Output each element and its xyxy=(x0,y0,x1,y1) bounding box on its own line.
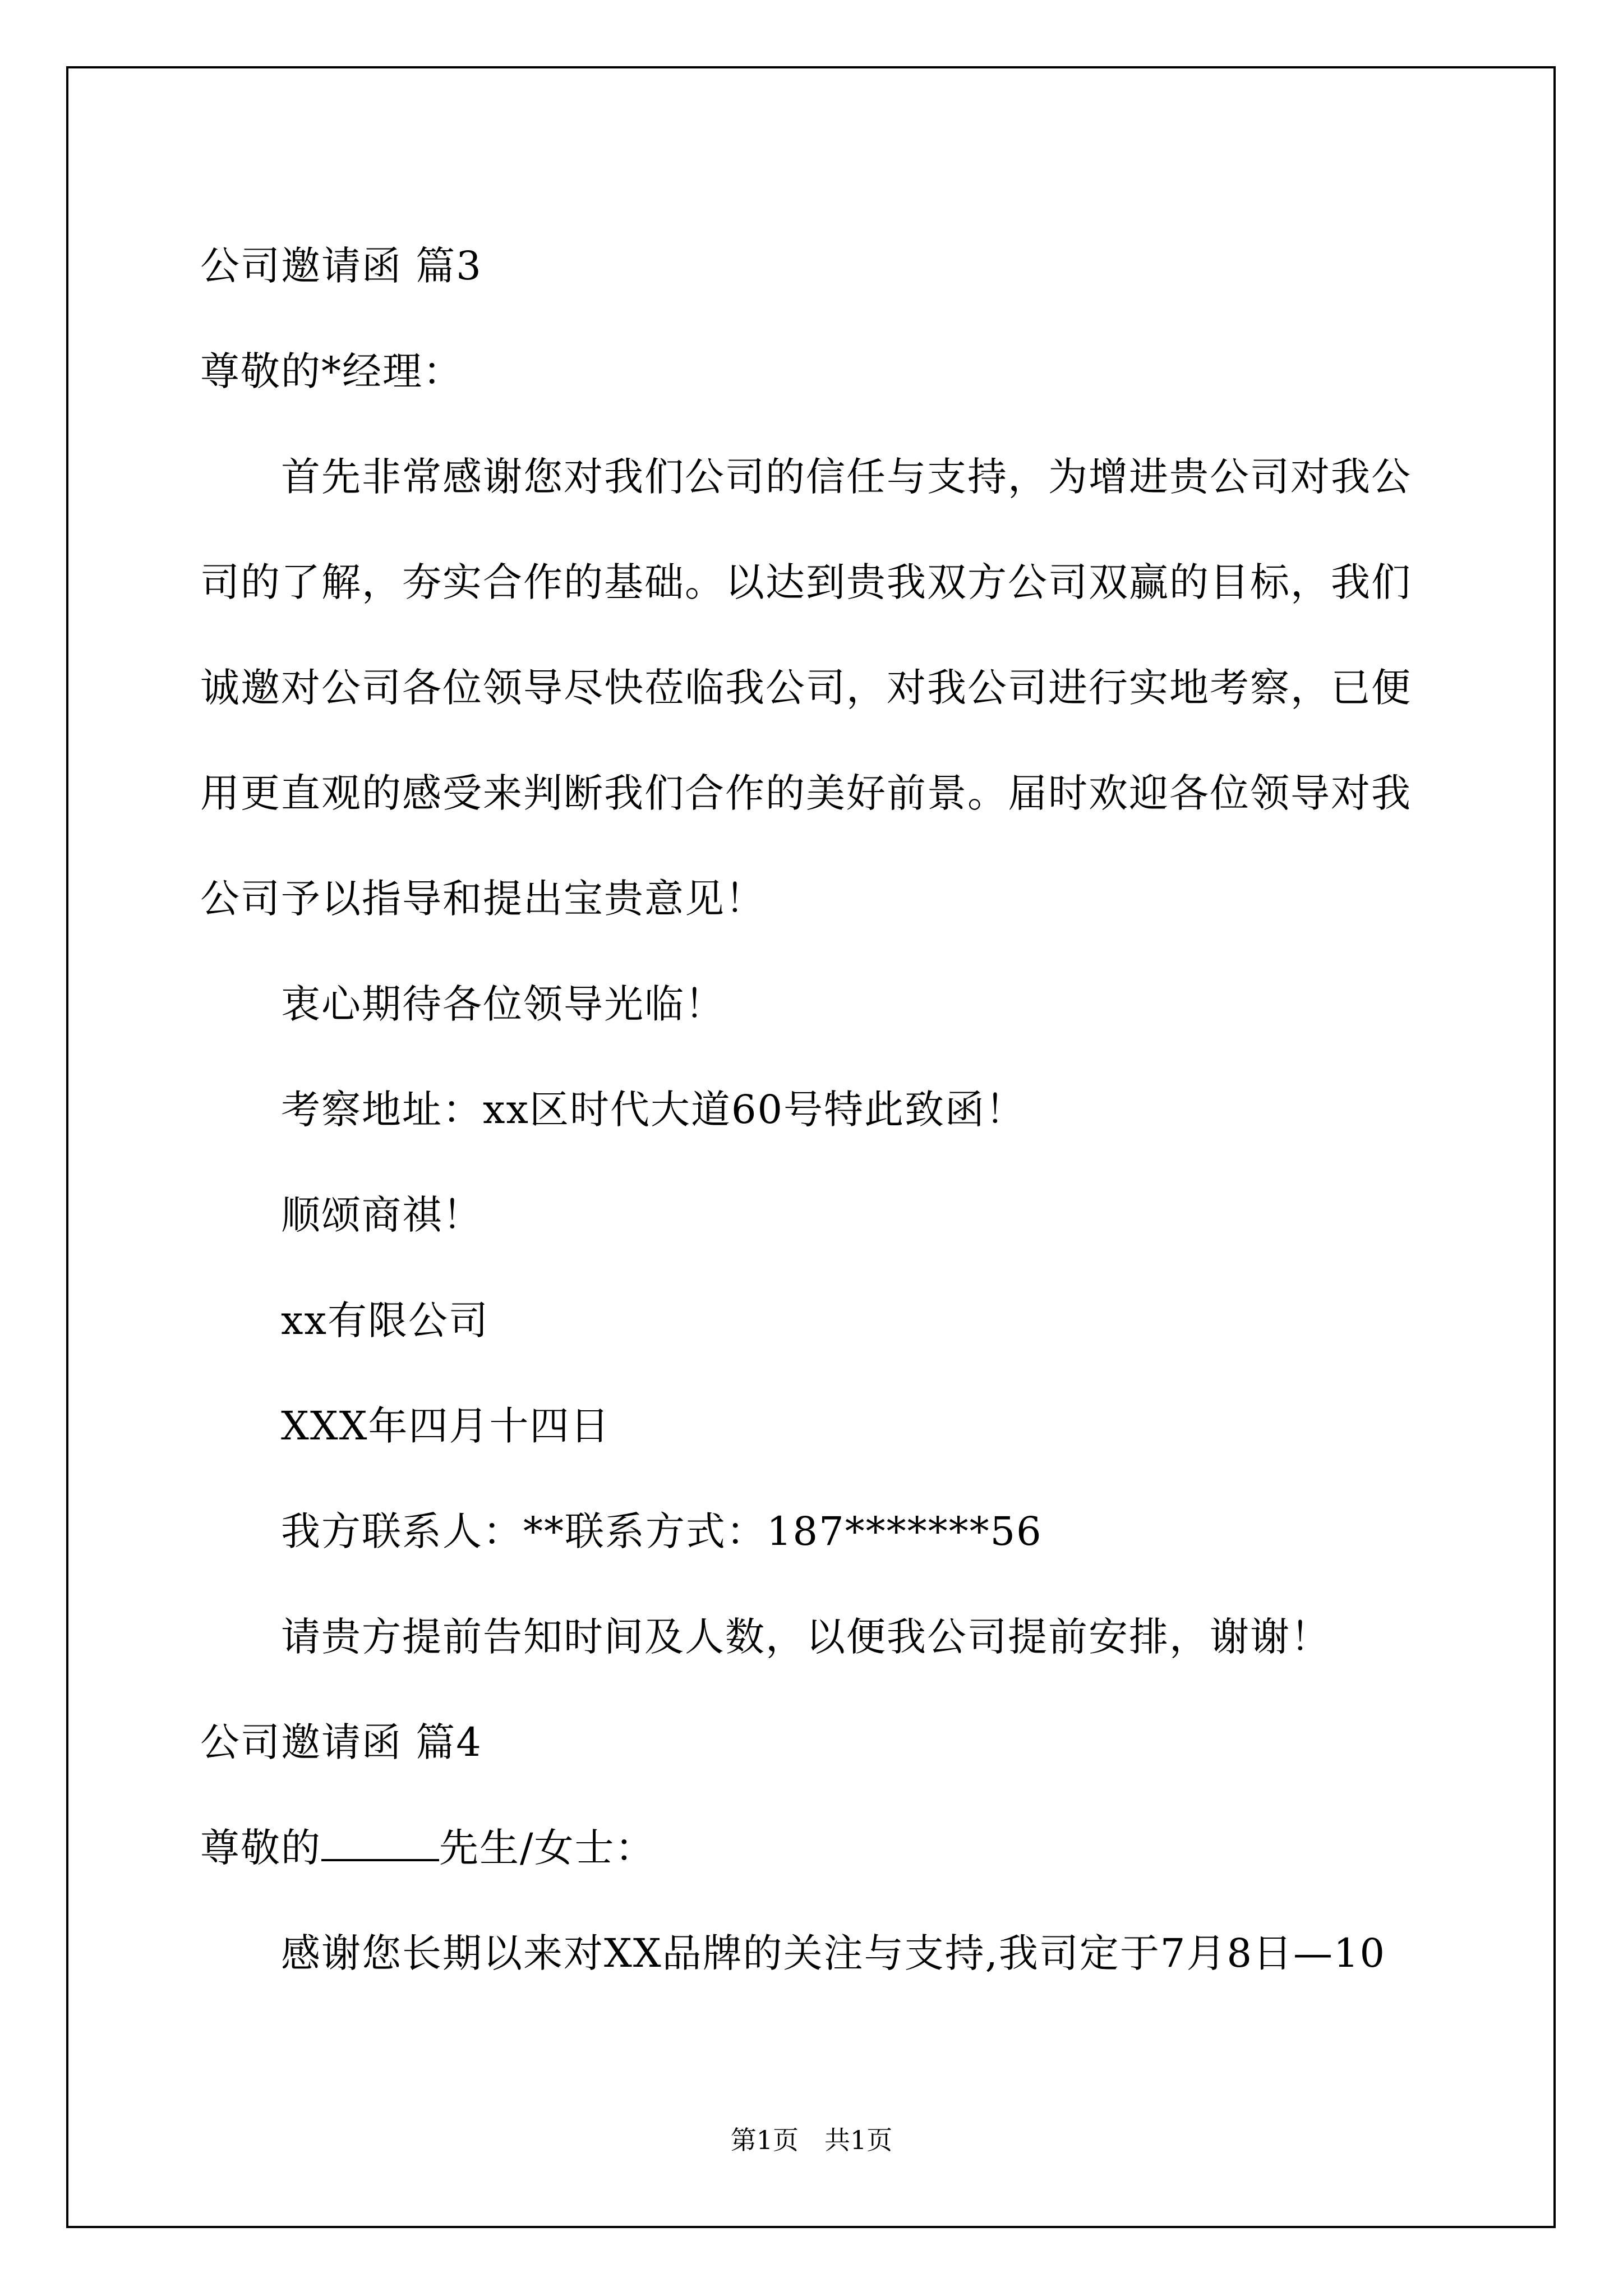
paragraph-line: 用更直观的感受来判断我们合作的美好前景。届时欢迎各位领导对我 xyxy=(200,770,1412,816)
date-line: XXX年四月十四日 xyxy=(281,1403,611,1449)
paragraph-line: 司的了解，夯实合作的基础。以达到贵我双方公司双赢的目标，我们 xyxy=(200,559,1412,605)
salutation: 尊敬的*经理： xyxy=(200,348,463,394)
paragraph-line: 诚邀对公司各位领导尽快莅临我公司，对我公司进行实地考察，已便 xyxy=(200,665,1412,711)
name-blank xyxy=(321,1831,439,1861)
company-name: xx有限公司 xyxy=(281,1297,489,1343)
paragraph-line: 首先非常感谢您对我们公司的信任与支持，为增进贵公司对我公 xyxy=(281,454,1412,500)
document-body xyxy=(200,213,1423,2006)
closing-line: 顺颂商祺！ xyxy=(281,1192,483,1238)
salutation-suffix: 先生/女士： xyxy=(439,1825,656,1871)
closing-line: 请贵方提前告知时间及人数，以便我公司提前安排，谢谢！ xyxy=(281,1614,1331,1660)
paragraph-line: 感谢您长期以来对XX品牌的关注与支持,我司定于7月8日—10 xyxy=(281,1930,1386,1976)
section-heading: 公司邀请函 篇4 xyxy=(200,1719,482,1765)
section-heading: 公司邀请函 篇3 xyxy=(200,243,482,289)
closing-line: 衷心期待各位领导光临！ xyxy=(281,981,725,1027)
salutation-prefix: 尊敬的 xyxy=(200,1825,321,1871)
address-line: 考察地址：xx区时代大道60号特此致函！ xyxy=(281,1087,1026,1133)
paragraph-line: 公司予以指导和提出宝贵意见！ xyxy=(200,876,766,922)
contact-line: 我方联系人：**联系方式：187*******56 xyxy=(281,1508,1043,1554)
salutation xyxy=(200,1795,1423,1901)
page-footer: 第1页 共1页 xyxy=(730,2125,893,2155)
